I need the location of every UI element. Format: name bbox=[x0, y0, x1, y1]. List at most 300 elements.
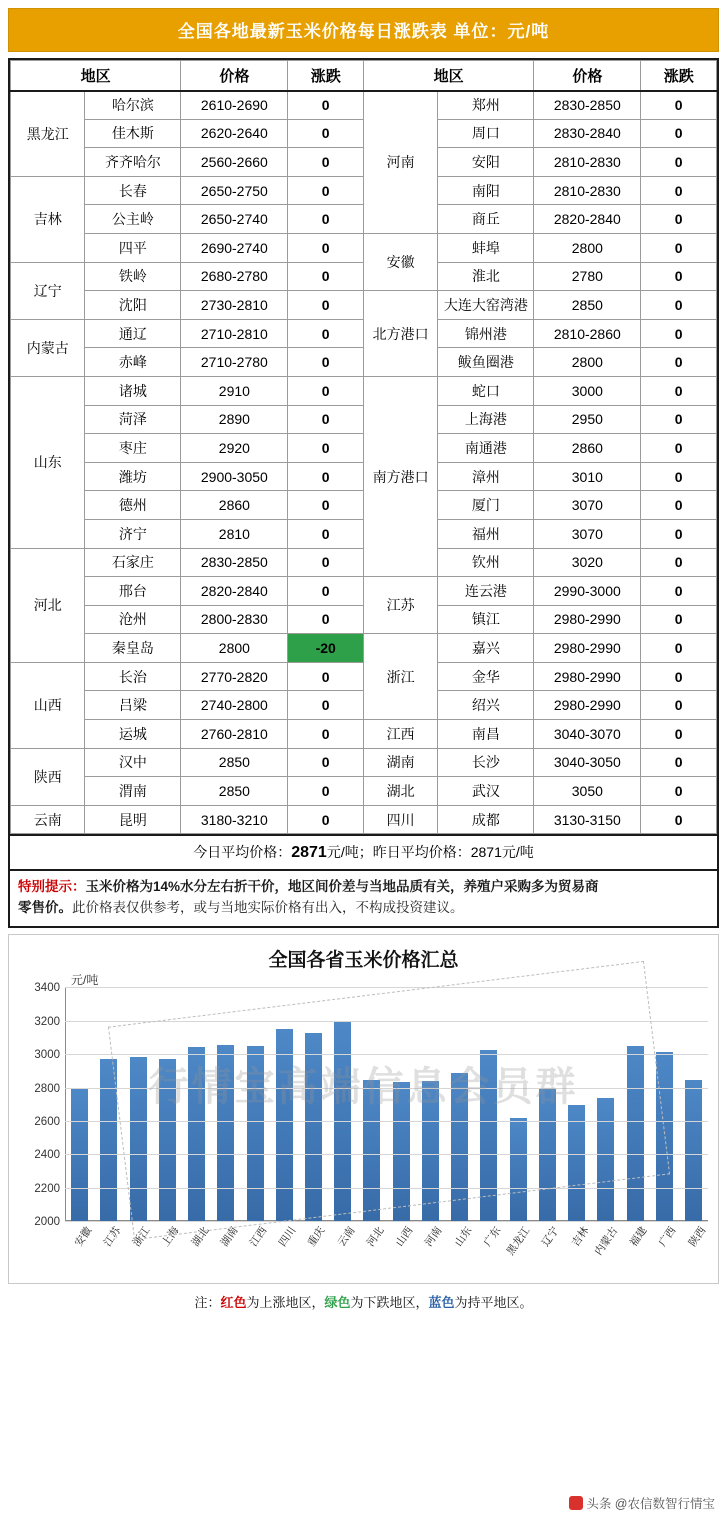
province-cell: 南方港口 bbox=[363, 376, 437, 576]
city-cell: 福州 bbox=[438, 519, 534, 548]
chart-plot-area bbox=[34, 982, 709, 1258]
city-cell: 渭南 bbox=[85, 777, 181, 806]
note-red-text: 为上涨地区， bbox=[246, 1295, 325, 1311]
chart-bar-cell bbox=[387, 987, 416, 1250]
table-row bbox=[11, 634, 717, 663]
city-cell: 铁岭 bbox=[85, 262, 181, 291]
city-cell: 长治 bbox=[85, 662, 181, 691]
x-axis-tick: 内蒙古 bbox=[592, 1225, 621, 1258]
table-row bbox=[11, 376, 717, 405]
city-cell: 长春 bbox=[85, 176, 181, 205]
th-region-left: 地区 bbox=[11, 61, 181, 91]
change-cell: 0 bbox=[288, 805, 364, 834]
gridline bbox=[34, 1015, 708, 1028]
province-cell: 河南 bbox=[363, 91, 437, 234]
change-cell: 0 bbox=[288, 519, 364, 548]
th-change-right: 涨跌 bbox=[641, 61, 717, 91]
chart-bar bbox=[422, 1081, 439, 1221]
change-cell: 0 bbox=[641, 91, 717, 120]
change-cell: 0 bbox=[641, 691, 717, 720]
change-cell: 0 bbox=[288, 405, 364, 434]
th-region-right: 地区 bbox=[363, 61, 533, 91]
change-cell: 0 bbox=[641, 577, 717, 606]
change-cell: 0 bbox=[288, 491, 364, 520]
province-cell: 江苏 bbox=[363, 577, 437, 634]
chart-bar bbox=[188, 1047, 205, 1221]
chart-bar-cell bbox=[94, 987, 124, 1250]
chart-bar bbox=[510, 1118, 527, 1222]
chart-bar-cell bbox=[504, 987, 533, 1258]
x-axis-tick: 吉林 bbox=[569, 1225, 592, 1250]
price-cell: 2860 bbox=[534, 434, 641, 463]
chart-bar-cell bbox=[620, 987, 650, 1250]
change-cell: 0 bbox=[641, 405, 717, 434]
city-cell: 菏泽 bbox=[85, 405, 181, 434]
notice-tag: 特别提示： bbox=[18, 879, 86, 895]
city-cell: 四平 bbox=[85, 233, 181, 262]
gridline bbox=[34, 1082, 708, 1095]
x-axis-tick: 江西 bbox=[247, 1225, 270, 1250]
province-cell: 内蒙古 bbox=[11, 319, 85, 376]
province-cell: 吉林 bbox=[11, 176, 85, 262]
city-cell: 潍坊 bbox=[85, 462, 181, 491]
city-cell: 武汉 bbox=[438, 777, 534, 806]
legend-note bbox=[8, 1292, 719, 1311]
city-cell: 郑州 bbox=[438, 91, 534, 120]
price-cell: 2770-2820 bbox=[181, 662, 288, 691]
x-axis-tick: 河南 bbox=[423, 1225, 445, 1250]
price-cell: 2560-2660 bbox=[181, 148, 288, 177]
y-axis-tick: 2000 bbox=[34, 1216, 60, 1229]
avg-today-unit: 元/吨； bbox=[326, 844, 373, 861]
change-cell: 0 bbox=[288, 748, 364, 777]
price-table-body bbox=[11, 91, 717, 834]
city-cell: 安阳 bbox=[438, 148, 534, 177]
chart-bar bbox=[217, 1045, 234, 1221]
price-cell: 2690-2740 bbox=[181, 233, 288, 262]
change-cell: 0 bbox=[288, 205, 364, 234]
price-cell: 3180-3210 bbox=[181, 805, 288, 834]
change-cell: 0 bbox=[641, 262, 717, 291]
change-cell: 0 bbox=[641, 605, 717, 634]
gridline bbox=[34, 1049, 708, 1062]
y-axis-tick: 3400 bbox=[34, 982, 60, 995]
province-cell: 黑龙江 bbox=[11, 91, 85, 177]
chart-bar-cell bbox=[650, 987, 679, 1250]
province-cell: 江西 bbox=[363, 720, 437, 749]
city-cell: 淮北 bbox=[438, 262, 534, 291]
province-cell: 安徽 bbox=[363, 233, 437, 290]
price-cell: 2710-2780 bbox=[181, 348, 288, 377]
price-cell: 3040-3070 bbox=[534, 720, 641, 749]
province-cell: 湖北 bbox=[363, 777, 437, 806]
price-cell: 3130-3150 bbox=[534, 805, 641, 834]
price-cell: 2830-2840 bbox=[534, 119, 641, 148]
city-cell: 镇江 bbox=[438, 605, 534, 634]
x-axis-tick: 广东 bbox=[481, 1225, 504, 1250]
x-axis-tick: 湖北 bbox=[189, 1225, 212, 1250]
change-cell: 0 bbox=[288, 777, 364, 806]
x-axis-tick: 浙江 bbox=[130, 1225, 153, 1250]
y-axis-tick: 3200 bbox=[34, 1015, 60, 1028]
chart-bar bbox=[451, 1073, 468, 1221]
price-cell: 2980-2990 bbox=[534, 605, 641, 634]
chart-bar bbox=[685, 1080, 702, 1221]
chart-bar-cell bbox=[591, 987, 621, 1258]
price-table bbox=[10, 60, 717, 834]
price-cell: 3020 bbox=[534, 548, 641, 577]
notice-line1: 玉米价格为14%水分左右折干价，地区间价差与当地品质有关，养殖户采购多为贸易商 bbox=[85, 879, 599, 895]
price-cell: 3070 bbox=[534, 491, 641, 520]
x-axis-tick: 河北 bbox=[364, 1225, 387, 1250]
city-cell: 嘉兴 bbox=[438, 634, 534, 663]
avg-today-value: 2871 bbox=[291, 844, 327, 862]
city-cell: 连云港 bbox=[438, 577, 534, 606]
change-cell: 0 bbox=[288, 291, 364, 320]
province-cell: 山西 bbox=[11, 662, 85, 748]
x-axis-tick: 山西 bbox=[393, 1225, 416, 1250]
chart-bar bbox=[627, 1046, 644, 1222]
price-cell: 2850 bbox=[181, 748, 288, 777]
city-cell: 厦门 bbox=[438, 491, 534, 520]
note-prefix: 注： bbox=[194, 1295, 221, 1311]
x-axis-tick: 湖南 bbox=[218, 1225, 241, 1250]
y-axis-tick: 3000 bbox=[34, 1049, 60, 1062]
price-cell: 2800 bbox=[181, 634, 288, 663]
price-cell: 3050 bbox=[534, 777, 641, 806]
price-cell: 2800 bbox=[534, 233, 641, 262]
price-cell: 2620-2640 bbox=[181, 119, 288, 148]
city-cell: 漳州 bbox=[438, 462, 534, 491]
chart-bar-cell bbox=[328, 987, 358, 1250]
province-cell: 湖南 bbox=[363, 748, 437, 777]
chart-title: 全国各省玉米价格汇总 bbox=[268, 950, 459, 972]
city-cell: 沧州 bbox=[85, 605, 181, 634]
x-axis-tick: 重庆 bbox=[306, 1225, 328, 1250]
change-cell: 0 bbox=[288, 348, 364, 377]
province-cell: 河北 bbox=[11, 548, 85, 662]
x-axis-tick: 福建 bbox=[627, 1225, 650, 1250]
publisher-credit bbox=[569, 1494, 715, 1512]
chart-bar bbox=[656, 1052, 673, 1221]
x-axis-tick: 广西 bbox=[656, 1225, 679, 1250]
change-cell: 0 bbox=[288, 319, 364, 348]
gridline bbox=[34, 1149, 708, 1162]
city-cell: 哈尔滨 bbox=[85, 91, 181, 120]
province-cell: 四川 bbox=[363, 805, 437, 834]
change-cell: 0 bbox=[641, 233, 717, 262]
x-axis-tick: 云南 bbox=[335, 1225, 358, 1250]
gridline bbox=[34, 1216, 708, 1229]
change-cell: 0 bbox=[641, 805, 717, 834]
city-cell: 上海港 bbox=[438, 405, 534, 434]
city-cell: 公主岭 bbox=[85, 205, 181, 234]
city-cell: 石家庄 bbox=[85, 548, 181, 577]
table-row bbox=[11, 91, 717, 120]
price-cell: 2810 bbox=[181, 519, 288, 548]
city-cell: 运城 bbox=[85, 720, 181, 749]
y-axis-tick: 2400 bbox=[34, 1149, 60, 1162]
average-price-row bbox=[8, 836, 719, 871]
x-axis-tick: 江苏 bbox=[101, 1225, 124, 1250]
gridline bbox=[34, 1182, 708, 1195]
notice-line2-tail: 此价格表仅供参考，或与当地实际价格有出入，不构成投资建议。 bbox=[72, 900, 464, 916]
city-cell: 齐齐哈尔 bbox=[85, 148, 181, 177]
page-title: 全国各地最新玉米价格每日涨跌表 单位：元/吨 bbox=[8, 8, 719, 52]
change-cell: 0 bbox=[641, 491, 717, 520]
chart-bar-cell bbox=[153, 987, 182, 1250]
price-cell: 2820-2840 bbox=[181, 577, 288, 606]
x-axis-tick: 四川 bbox=[276, 1225, 299, 1250]
city-cell: 钦州 bbox=[438, 548, 534, 577]
chart-bar-cell bbox=[211, 987, 241, 1250]
price-cell: 2800-2830 bbox=[181, 605, 288, 634]
price-cell: 2900-3050 bbox=[181, 462, 288, 491]
change-cell: 0 bbox=[288, 434, 364, 463]
change-cell: 0 bbox=[641, 148, 717, 177]
city-cell: 绍兴 bbox=[438, 691, 534, 720]
change-cell: 0 bbox=[641, 462, 717, 491]
price-cell: 2810-2830 bbox=[534, 148, 641, 177]
price-cell: 2650-2750 bbox=[181, 176, 288, 205]
y-axis-tick: 2800 bbox=[34, 1082, 60, 1095]
city-cell: 沈阳 bbox=[85, 291, 181, 320]
avg-yesterday-value: 2871 bbox=[470, 844, 502, 861]
price-cell: 2850 bbox=[534, 291, 641, 320]
change-cell: 0 bbox=[641, 119, 717, 148]
change-cell: 0 bbox=[288, 148, 364, 177]
change-cell: 0 bbox=[641, 634, 717, 663]
price-cell: 2950 bbox=[534, 405, 641, 434]
price-cell: 2980-2990 bbox=[534, 634, 641, 663]
city-cell: 吕梁 bbox=[85, 691, 181, 720]
note-red-word: 红色 bbox=[220, 1295, 247, 1311]
city-cell: 蛇口 bbox=[438, 376, 534, 405]
city-cell: 南昌 bbox=[438, 720, 534, 749]
price-cell: 2860 bbox=[181, 491, 288, 520]
change-cell: 0 bbox=[288, 176, 364, 205]
x-axis-tick: 黑龙江 bbox=[504, 1225, 533, 1258]
city-cell: 周口 bbox=[438, 119, 534, 148]
chart-bar-cell bbox=[240, 987, 270, 1250]
change-cell: 0 bbox=[288, 119, 364, 148]
chart-bar-cell bbox=[562, 987, 592, 1250]
chart-bar bbox=[100, 1059, 117, 1221]
chart-bar-cell bbox=[416, 987, 445, 1250]
chart-bar bbox=[130, 1057, 147, 1222]
city-cell: 锦州港 bbox=[438, 319, 534, 348]
chart-bar-cell bbox=[679, 987, 709, 1250]
notice-line2: 零售价。 bbox=[18, 900, 72, 916]
city-cell: 赤峰 bbox=[85, 348, 181, 377]
city-cell: 昆明 bbox=[85, 805, 181, 834]
avg-yesterday-unit: 元/吨 bbox=[501, 844, 534, 861]
chart-bars bbox=[65, 987, 709, 1258]
table-row bbox=[11, 291, 717, 320]
city-cell: 通辽 bbox=[85, 319, 181, 348]
change-cell: 0 bbox=[288, 262, 364, 291]
headline-icon bbox=[569, 1496, 583, 1510]
change-cell: 0 bbox=[288, 577, 364, 606]
th-price-left: 价格 bbox=[181, 61, 288, 91]
price-cell: 2780 bbox=[534, 262, 641, 291]
price-cell: 2680-2780 bbox=[181, 262, 288, 291]
chart-bar-cell bbox=[182, 987, 212, 1250]
price-cell: 2990-3000 bbox=[534, 577, 641, 606]
x-axis-tick: 山东 bbox=[452, 1225, 475, 1250]
price-cell: 2980-2990 bbox=[534, 662, 641, 691]
gridline bbox=[34, 982, 708, 995]
city-cell: 德州 bbox=[85, 491, 181, 520]
note-green-word: 绿色 bbox=[324, 1295, 351, 1311]
note-green-text: 为下跌地区， bbox=[350, 1295, 429, 1311]
province-cell: 陕西 bbox=[11, 748, 85, 805]
price-cell: 3000 bbox=[534, 376, 641, 405]
y-axis-tick: 2200 bbox=[34, 1182, 60, 1195]
city-cell: 佳木斯 bbox=[85, 119, 181, 148]
city-cell: 汉中 bbox=[85, 748, 181, 777]
chart-bar-cell bbox=[270, 987, 299, 1250]
change-cell: 0 bbox=[641, 319, 717, 348]
price-cell: 3010 bbox=[534, 462, 641, 491]
change-cell: 0 bbox=[288, 720, 364, 749]
city-cell: 诸城 bbox=[85, 376, 181, 405]
change-cell: 0 bbox=[641, 519, 717, 548]
city-cell: 南阳 bbox=[438, 176, 534, 205]
chart-bar-cell bbox=[299, 987, 328, 1250]
chart-unit-label: 元/吨 bbox=[71, 973, 99, 988]
price-cell: 2980-2990 bbox=[534, 691, 641, 720]
province-cell: 北方港口 bbox=[363, 291, 437, 377]
province-price-chart bbox=[8, 934, 719, 1284]
price-cell: 2850 bbox=[181, 777, 288, 806]
chart-bar-cell bbox=[357, 987, 387, 1250]
special-notice bbox=[8, 871, 719, 928]
change-cell: 0 bbox=[641, 291, 717, 320]
chart-bar bbox=[247, 1046, 264, 1222]
price-cell: 2650-2740 bbox=[181, 205, 288, 234]
chart-bar bbox=[480, 1050, 497, 1221]
change-cell: 0 bbox=[641, 376, 717, 405]
price-cell: 3070 bbox=[534, 519, 641, 548]
chart-bar bbox=[159, 1059, 176, 1221]
chart-bar-cell bbox=[533, 987, 562, 1250]
city-cell: 南通港 bbox=[438, 434, 534, 463]
change-cell: 0 bbox=[288, 662, 364, 691]
table-row bbox=[11, 577, 717, 606]
chart-bar bbox=[393, 1082, 410, 1222]
change-cell: 0 bbox=[641, 748, 717, 777]
change-cell: 0 bbox=[288, 691, 364, 720]
y-axis-tick: 2600 bbox=[34, 1115, 60, 1128]
price-cell: 2730-2810 bbox=[181, 291, 288, 320]
city-cell: 金华 bbox=[438, 662, 534, 691]
credit-text: 头条 @农信数智行情宝 bbox=[586, 1497, 715, 1511]
change-cell: 0 bbox=[288, 91, 364, 120]
price-cell: 2760-2810 bbox=[181, 720, 288, 749]
price-cell: 2800 bbox=[534, 348, 641, 377]
x-axis-tick: 陕西 bbox=[686, 1225, 709, 1250]
city-cell: 蚌埠 bbox=[438, 233, 534, 262]
city-cell: 大连大窑湾港 bbox=[438, 291, 534, 320]
table-row bbox=[11, 777, 717, 806]
note-blue-word: 蓝色 bbox=[428, 1295, 455, 1311]
avg-today-label: 今日平均价格： bbox=[193, 844, 292, 861]
change-cell: 0 bbox=[288, 548, 364, 577]
change-cell: 0 bbox=[288, 605, 364, 634]
price-cell: 2830-2850 bbox=[534, 91, 641, 120]
province-cell: 山东 bbox=[11, 376, 85, 548]
change-cell: -20 bbox=[288, 634, 364, 663]
x-axis-tick: 辽宁 bbox=[539, 1225, 562, 1250]
change-cell: 0 bbox=[641, 662, 717, 691]
price-cell: 2810-2860 bbox=[534, 319, 641, 348]
city-cell: 邢台 bbox=[85, 577, 181, 606]
change-cell: 0 bbox=[641, 777, 717, 806]
price-cell: 2710-2810 bbox=[181, 319, 288, 348]
price-cell: 2890 bbox=[181, 405, 288, 434]
th-change-left: 涨跌 bbox=[288, 61, 364, 91]
chart-bar bbox=[597, 1098, 614, 1222]
change-cell: 0 bbox=[641, 348, 717, 377]
note-blue-text: 为持平地区。 bbox=[454, 1295, 533, 1311]
x-axis-tick: 安徽 bbox=[72, 1225, 95, 1250]
table-header-row bbox=[11, 61, 717, 91]
watermark-text: 行情宝高端信息会员群 bbox=[148, 1065, 579, 1110]
price-cell: 2830-2850 bbox=[181, 548, 288, 577]
city-cell: 济宁 bbox=[85, 519, 181, 548]
change-cell: 0 bbox=[288, 462, 364, 491]
chart-bar-cell bbox=[65, 987, 95, 1250]
chart-bar bbox=[568, 1105, 585, 1221]
chart-bar bbox=[305, 1033, 322, 1221]
x-axis-tick: 上海 bbox=[159, 1225, 182, 1250]
city-cell: 商丘 bbox=[438, 205, 534, 234]
change-cell: 0 bbox=[641, 548, 717, 577]
price-cell: 2910 bbox=[181, 376, 288, 405]
price-cell: 2820-2840 bbox=[534, 205, 641, 234]
change-cell: 0 bbox=[641, 434, 717, 463]
th-price-right: 价格 bbox=[534, 61, 641, 91]
city-cell: 鲅鱼圈港 bbox=[438, 348, 534, 377]
price-cell: 2920 bbox=[181, 434, 288, 463]
change-cell: 0 bbox=[641, 205, 717, 234]
gridline bbox=[34, 1115, 708, 1128]
change-cell: 0 bbox=[641, 720, 717, 749]
price-cell: 2810-2830 bbox=[534, 176, 641, 205]
province-cell: 浙江 bbox=[363, 634, 437, 720]
price-table-wrapper bbox=[8, 58, 719, 836]
price-cell: 3040-3050 bbox=[534, 748, 641, 777]
province-cell: 辽宁 bbox=[11, 262, 85, 319]
change-cell: 0 bbox=[288, 233, 364, 262]
province-cell: 云南 bbox=[11, 805, 85, 834]
table-row bbox=[11, 233, 717, 262]
avg-yesterday-label: 昨日平均价格： bbox=[372, 844, 471, 861]
chart-bar bbox=[276, 1029, 293, 1221]
city-cell: 长沙 bbox=[438, 748, 534, 777]
price-cell: 2610-2690 bbox=[181, 91, 288, 120]
table-row bbox=[11, 805, 717, 834]
chart-bar-cell bbox=[123, 987, 153, 1250]
change-cell: 0 bbox=[641, 176, 717, 205]
table-row bbox=[11, 720, 717, 749]
chart-bar-cell bbox=[474, 987, 504, 1250]
city-cell: 秦皇岛 bbox=[85, 634, 181, 663]
price-cell: 2740-2800 bbox=[181, 691, 288, 720]
table-row bbox=[11, 748, 717, 777]
change-cell: 0 bbox=[288, 376, 364, 405]
